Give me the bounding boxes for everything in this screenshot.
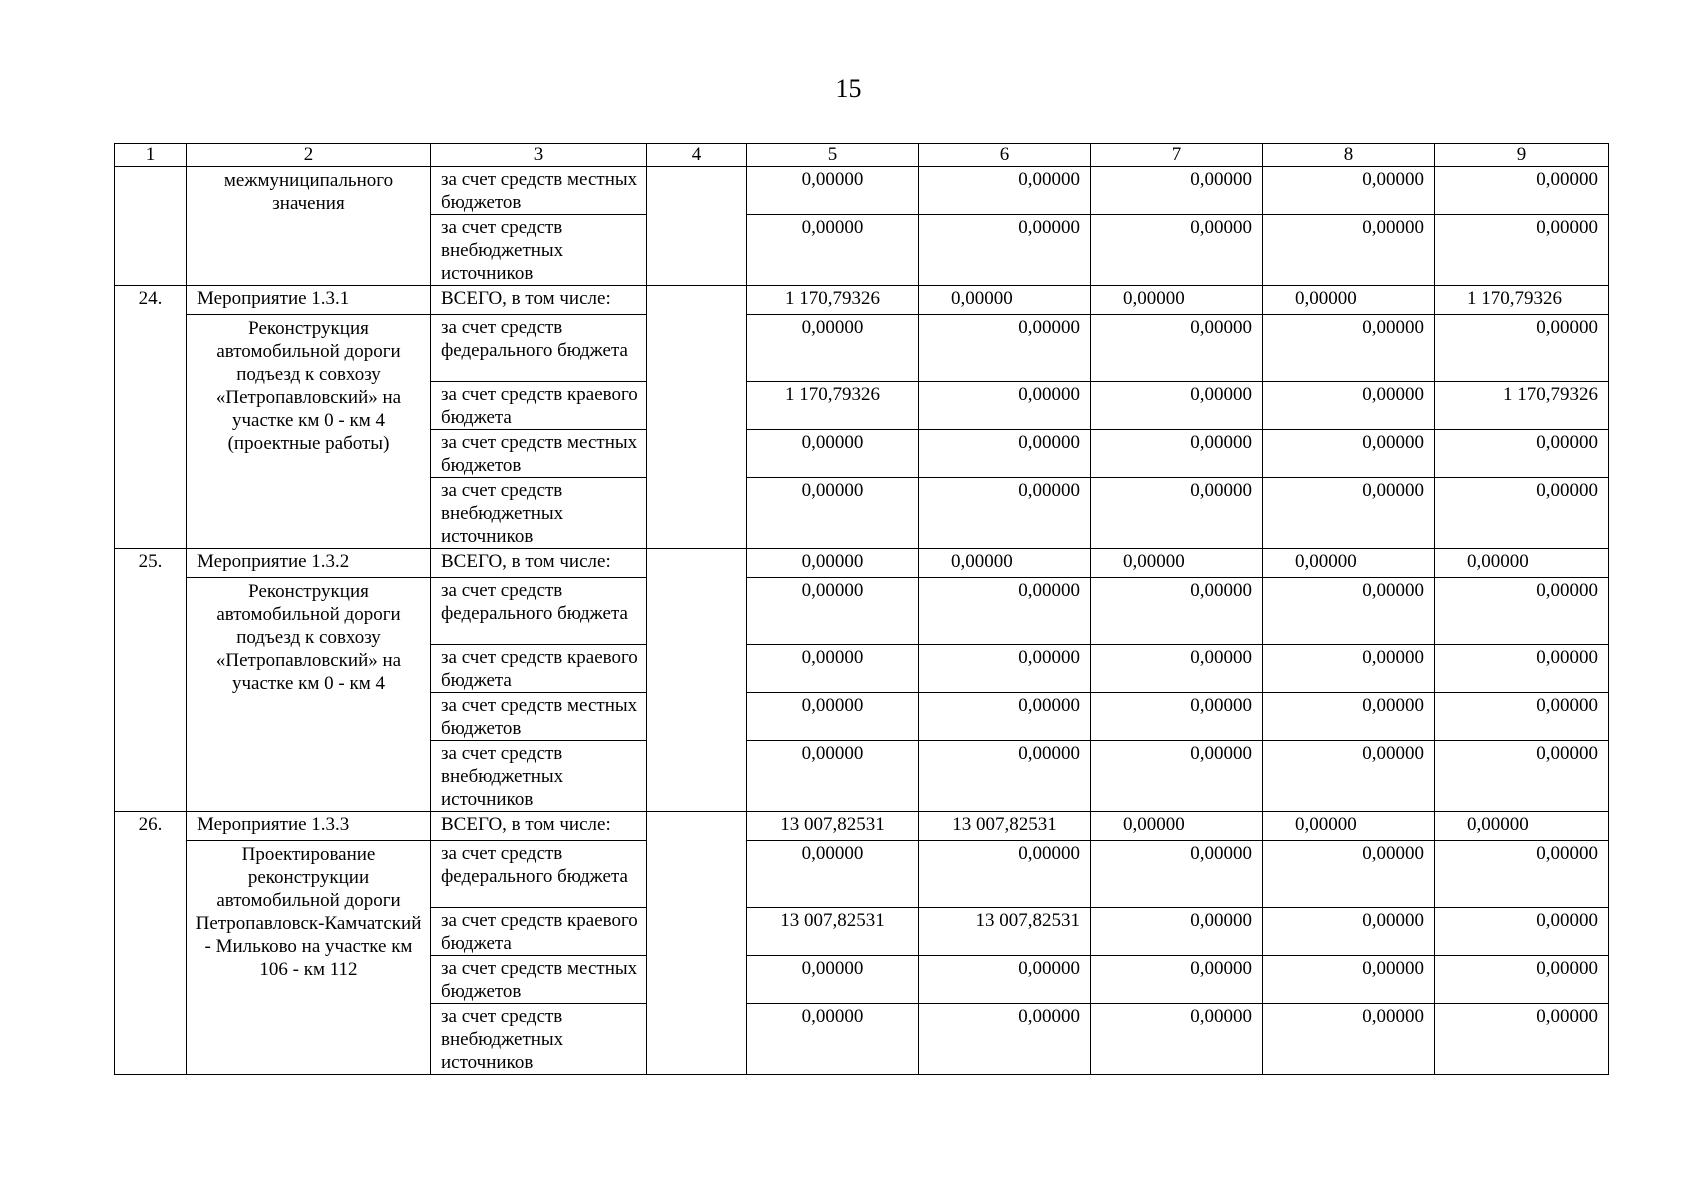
column-header: 5 [747, 144, 919, 167]
value-cell: 0,00000 [1263, 315, 1435, 382]
value-cell: 0,00000 [1435, 956, 1609, 1004]
value-cell: 0,00000 [1435, 693, 1609, 741]
value-cell: 0,00000 [1435, 645, 1609, 693]
value-cell: 0,00000 [919, 167, 1091, 215]
value-cell: 0,00000 [1263, 215, 1435, 286]
total-value: 0,00000 [1263, 549, 1435, 578]
event-description: Проектирование реконструкции автомобильной дороги Петропавловск-Камчатский - Мильково на участке км 106 - км 112 [187, 841, 431, 1075]
total-value: 1 170,79326 [747, 286, 919, 315]
total-value: 0,00000 [919, 286, 1091, 315]
value-cell: 0,00000 [919, 741, 1091, 812]
funding-source: за счет средств федерального бюджета [431, 315, 647, 382]
value-cell: 0,00000 [1263, 693, 1435, 741]
row-number: 25. [115, 549, 187, 812]
value-cell: 1 170,79326 [1435, 382, 1609, 430]
total-label: ВСЕГО, в том числе: [431, 812, 647, 841]
value-cell: 0,00000 [1435, 741, 1609, 812]
row-number-cell [115, 167, 187, 286]
value-cell: 0,00000 [1435, 841, 1609, 908]
value-cell: 13 007,82531 [919, 908, 1091, 956]
value-cell: 0,00000 [747, 693, 919, 741]
value-cell: 0,00000 [919, 382, 1091, 430]
value-cell: 0,00000 [919, 956, 1091, 1004]
value-cell: 1 170,79326 [747, 382, 919, 430]
event-title: Мероприятие 1.3.1 [187, 286, 431, 315]
row-number: 24. [115, 286, 187, 549]
funding-source: за счет средств внебюджетных источников [431, 741, 647, 812]
value-cell: 0,00000 [1263, 167, 1435, 215]
column-header: 3 [431, 144, 647, 167]
funding-source: за счет средств местных бюджетов [431, 956, 647, 1004]
value-cell: 0,00000 [1091, 956, 1263, 1004]
value-cell: 0,00000 [1091, 645, 1263, 693]
value-cell: 0,00000 [747, 1004, 919, 1075]
value-cell: 0,00000 [1091, 578, 1263, 645]
table-row [115, 578, 1609, 645]
value-cell: 0,00000 [1263, 382, 1435, 430]
value-cell: 0,00000 [1435, 478, 1609, 549]
value-cell: 0,00000 [1435, 908, 1609, 956]
value-cell: 0,00000 [1091, 1004, 1263, 1075]
value-cell: 0,00000 [1091, 478, 1263, 549]
financing-table [114, 143, 1609, 1075]
value-cell: 0,00000 [919, 215, 1091, 286]
event-description: Реконструкция автомобильной дороги подъезд к совхозу «Петропавловский» на участке км 0 - км 4 (проектные работы) [187, 315, 431, 549]
value-cell: 0,00000 [1091, 908, 1263, 956]
total-value: 0,00000 [1263, 812, 1435, 841]
value-cell: 0,00000 [919, 693, 1091, 741]
value-cell: 0,00000 [1091, 215, 1263, 286]
funding-source: за счет средств федерального бюджета [431, 841, 647, 908]
value-cell: 0,00000 [1091, 741, 1263, 812]
value-cell: 0,00000 [1263, 478, 1435, 549]
value-cell: 0,00000 [747, 167, 919, 215]
total-label: ВСЕГО, в том числе: [431, 549, 647, 578]
event-description: межмуниципального значения [187, 167, 431, 286]
table-row [115, 286, 1609, 315]
table-row [115, 549, 1609, 578]
column-4-cell [647, 549, 747, 812]
column-header: 4 [647, 144, 747, 167]
value-cell: 0,00000 [1091, 315, 1263, 382]
funding-source: за счет средств краевого бюджета [431, 645, 647, 693]
column-header: 1 [115, 144, 187, 167]
value-cell: 0,00000 [747, 215, 919, 286]
value-cell: 0,00000 [1263, 430, 1435, 478]
value-cell: 0,00000 [919, 430, 1091, 478]
event-description: Реконструкция автомобильной дороги подъезд к совхозу «Петропавловский» на участке км 0 - км 4 [187, 578, 431, 812]
row-number: 26. [115, 812, 187, 1075]
page-number: 15 [835, 74, 862, 103]
table-row [115, 167, 1609, 215]
total-value: 0,00000 [919, 549, 1091, 578]
column-4-cell [647, 167, 747, 286]
column-4-cell [647, 812, 747, 1075]
total-value: 0,00000 [1091, 549, 1263, 578]
total-value: 0,00000 [1091, 812, 1263, 841]
value-cell: 0,00000 [1263, 1004, 1435, 1075]
value-cell: 0,00000 [747, 741, 919, 812]
value-cell: 0,00000 [1435, 315, 1609, 382]
value-cell: 13 007,82531 [747, 908, 919, 956]
value-cell: 0,00000 [747, 841, 919, 908]
value-cell: 0,00000 [1435, 215, 1609, 286]
column-header: 2 [187, 144, 431, 167]
total-value: 0,00000 [1091, 286, 1263, 315]
column-header: 6 [919, 144, 1091, 167]
value-cell: 0,00000 [1263, 741, 1435, 812]
column-header: 8 [1263, 144, 1435, 167]
table-row [115, 315, 1609, 382]
funding-source: за счет средств местных бюджетов [431, 430, 647, 478]
value-cell: 0,00000 [1435, 1004, 1609, 1075]
value-cell: 0,00000 [747, 478, 919, 549]
event-title: Мероприятие 1.3.2 [187, 549, 431, 578]
funding-source: за счет средств местных бюджетов [431, 167, 647, 215]
funding-source: за счет средств федерального бюджета [431, 578, 647, 645]
value-cell: 0,00000 [747, 315, 919, 382]
value-cell: 0,00000 [1091, 382, 1263, 430]
total-value: 1 170,79326 [1435, 286, 1609, 315]
value-cell: 0,00000 [747, 956, 919, 1004]
funding-source: за счет средств внебюджетных источников [431, 478, 647, 549]
value-cell: 0,00000 [747, 430, 919, 478]
column-4-cell [647, 286, 747, 549]
total-value: 0,00000 [1263, 286, 1435, 315]
column-header: 7 [1091, 144, 1263, 167]
total-value: 0,00000 [747, 549, 919, 578]
value-cell: 0,00000 [747, 645, 919, 693]
value-cell: 0,00000 [1263, 908, 1435, 956]
table-row [115, 841, 1609, 908]
table-row [115, 812, 1609, 841]
value-cell: 0,00000 [919, 478, 1091, 549]
value-cell: 0,00000 [1435, 167, 1609, 215]
value-cell: 0,00000 [1435, 578, 1609, 645]
value-cell: 0,00000 [1263, 578, 1435, 645]
value-cell: 0,00000 [919, 315, 1091, 382]
value-cell: 0,00000 [1263, 841, 1435, 908]
funding-source: за счет средств краевого бюджета [431, 382, 647, 430]
value-cell: 0,00000 [1263, 645, 1435, 693]
funding-source: за счет средств внебюджетных источников [431, 1004, 647, 1075]
funding-source: за счет средств местных бюджетов [431, 693, 647, 741]
value-cell: 0,00000 [1091, 430, 1263, 478]
funding-source: за счет средств внебюджетных источников [431, 215, 647, 286]
column-header: 9 [1435, 144, 1609, 167]
value-cell: 0,00000 [919, 645, 1091, 693]
value-cell: 0,00000 [1091, 167, 1263, 215]
funding-source: за счет средств краевого бюджета [431, 908, 647, 956]
value-cell: 0,00000 [1263, 956, 1435, 1004]
total-value: 13 007,82531 [747, 812, 919, 841]
value-cell: 0,00000 [1091, 841, 1263, 908]
value-cell: 0,00000 [919, 1004, 1091, 1075]
value-cell: 0,00000 [919, 578, 1091, 645]
value-cell: 0,00000 [919, 841, 1091, 908]
total-value: 0,00000 [1435, 812, 1609, 841]
value-cell: 0,00000 [1435, 430, 1609, 478]
event-title: Мероприятие 1.3.3 [187, 812, 431, 841]
total-label: ВСЕГО, в том числе: [431, 286, 647, 315]
column-number-row [115, 144, 1609, 167]
value-cell: 0,00000 [747, 578, 919, 645]
total-value: 13 007,82531 [919, 812, 1091, 841]
total-value: 0,00000 [1435, 549, 1609, 578]
value-cell: 0,00000 [1091, 693, 1263, 741]
